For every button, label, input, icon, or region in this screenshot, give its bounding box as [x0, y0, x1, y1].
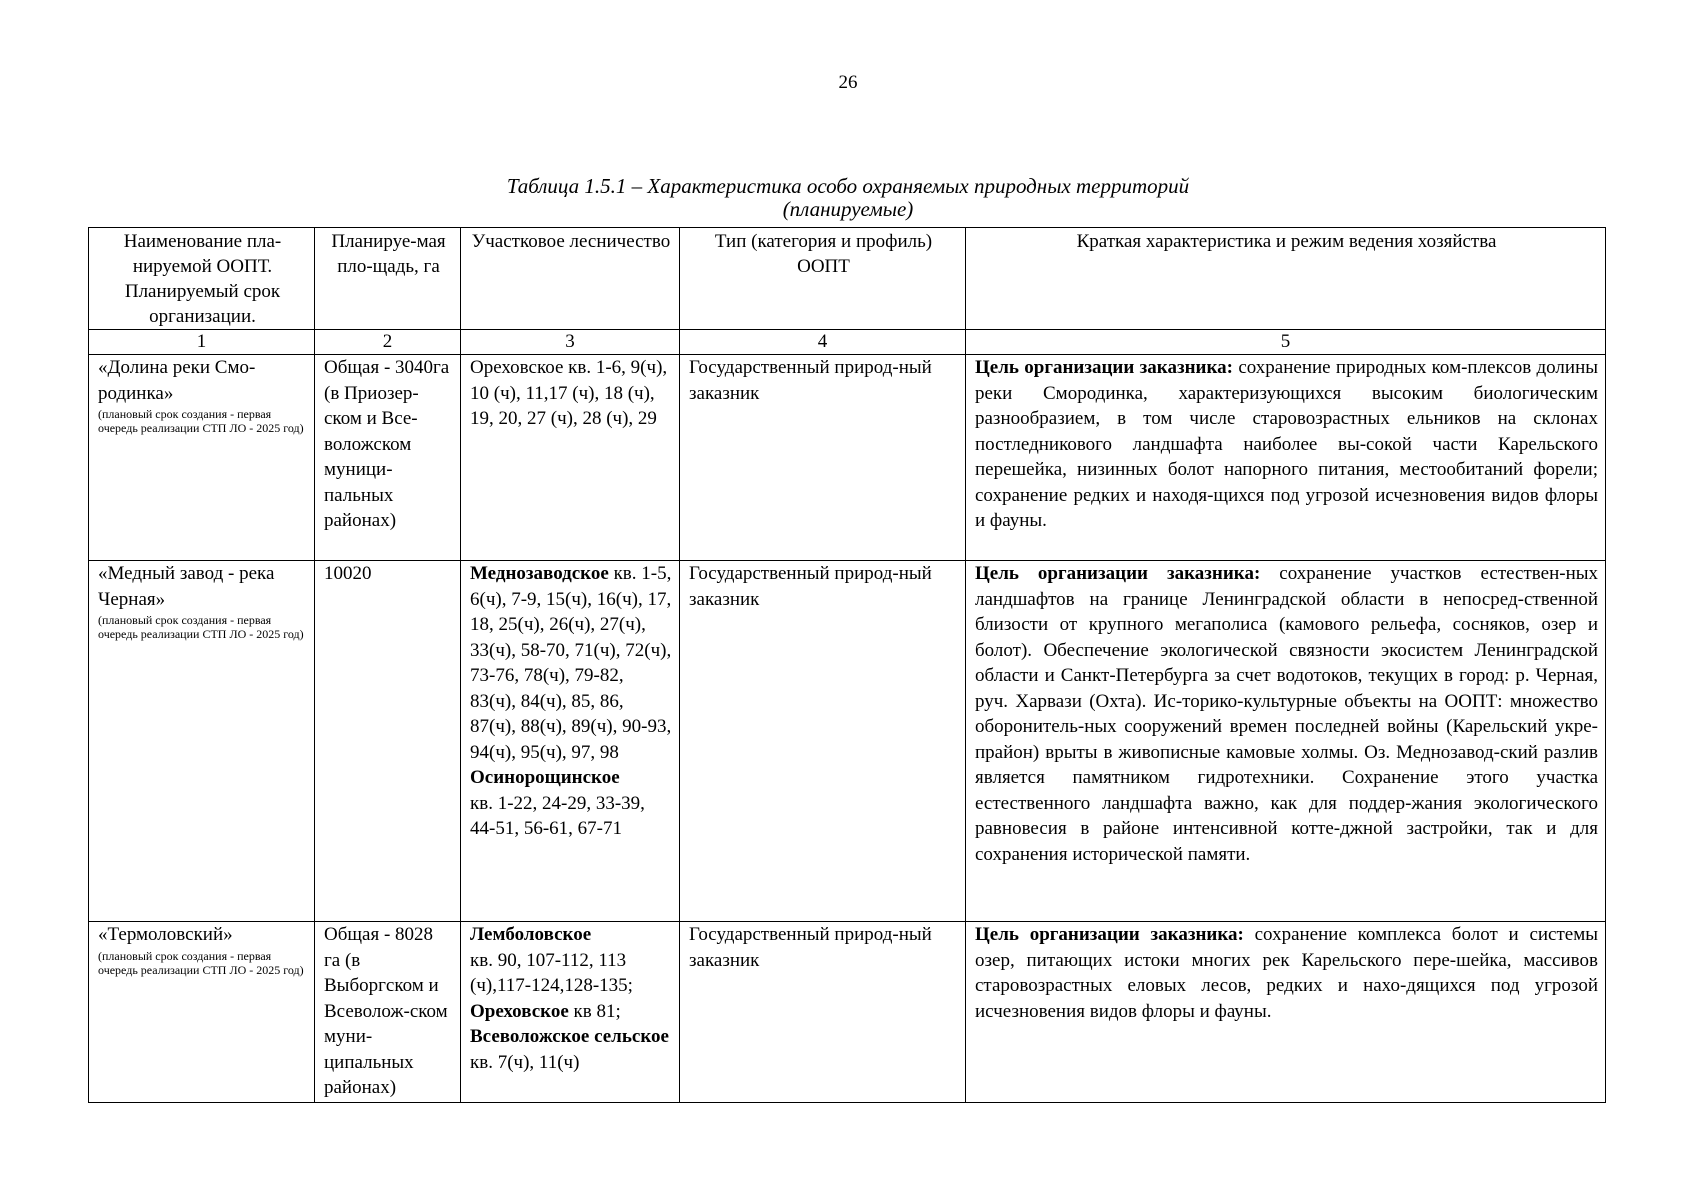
column-number: 3	[461, 330, 680, 355]
table-row	[89, 355, 1606, 561]
header-description: Краткая характеристика и режим ведения хозяйства	[966, 228, 1606, 330]
column-number: 5	[966, 330, 1606, 355]
header-area: Планируе-мая пло-щадь, га	[315, 228, 461, 330]
oopt-name-cell	[89, 922, 315, 1103]
forestry-text: кв 81;	[573, 1000, 621, 1022]
table-caption-title: Таблица 1.5.1 – Характеристика особо охраняемых природных территорий	[506, 174, 1190, 198]
oopt-name: «Медный завод - река Черная»	[98, 563, 275, 610]
column-number: 4	[680, 330, 966, 355]
oopt-type: Государственный природ-ный заказник	[680, 561, 966, 922]
oopt-name-cell	[89, 561, 315, 922]
table-caption	[0, 175, 1696, 221]
oopt-description: сохранение природных ком-плексов долины реки Смородинка, характеризующихся высоким биологическим разнообразием, в том числе старовозрастных ельников на склонах постледникового ландшафта наиболее вы-сокой части Карельского перешейка, низинных болот напорного питания, местообитаний форели; сохранение редких и находя-щихся под угрозой исчезновения видов флоры и фауны.	[975, 357, 1599, 531]
table-caption-subtitle: (планируемые)	[782, 197, 914, 221]
oopt-description: сохранение участков естествен-ных ландшафтов на границе Ленинградской области в непосред-ственной близости от крупного мегаполиса (камового рельефа, сосняков, озер и болот). Обеспечение экологической связности экосистем Ленинградской области и Санкт-Петербурга за счет водотоков, текущих в город: р. Черная, руч. Харвази (Охта). Ис-торико-культурные объекты на ООПТ: множество оборонитель-ных сооружений времен последней войны (Карельский укре-прайон) врыты в живописные камовые холмы. Оз. Меднозавод-ский разлив является памятником гидротехники. Сохранение этого участка естественного ландшафта важно, как для поддер-жания экологического равновесия в районе интенсивной котте-джной застройки, так и для сохранения исторической памяти.	[975, 563, 1599, 865]
oopt-area: Общая - 3040га (в Приозер-ском и Все-воложском муници-пальных районах)	[315, 355, 461, 561]
table-header-row	[89, 228, 1606, 330]
forestry-text: кв. 90, 107-112, 113 (ч),117-124,128-135;	[470, 949, 633, 996]
oopt-name: «Термоловский»	[98, 924, 233, 945]
header-name: Наименование пла-нируемой ООПТ. Планируемый срок организации.	[89, 228, 315, 330]
goal-label: Цель организации заказника:	[975, 924, 1244, 945]
oopt-name-cell	[89, 355, 315, 561]
forestry-name: Ореховское	[470, 1000, 569, 1022]
header-type: Тип (категория и профиль) ООПТ	[680, 228, 966, 330]
header-forestry: Участковое лесничество	[461, 228, 680, 330]
forestry-name: Меднозаводское	[470, 563, 609, 584]
oopt-name-note: (плановый срок создания - первая очередь реализации СТП ЛО - 2025 год)	[98, 948, 304, 977]
forestry-text: Ореховское кв. 1-6, 9(ч), 10 (ч), 11,17 (ч), 18 (ч), 19, 20, 27 (ч), 28 (ч), 29	[470, 357, 668, 429]
forestry-name: Всеволожское сельское	[470, 1026, 669, 1047]
oopt-area: 10020	[315, 561, 461, 922]
oopt-forestry-cell	[461, 922, 680, 1103]
oopt-description-cell	[966, 922, 1606, 1103]
oopt-description-cell	[966, 561, 1606, 922]
column-number: 2	[315, 330, 461, 355]
page-number: 26	[838, 72, 858, 93]
oopt-description: сохранение комплекса болот и системы озер, питающих истоки многих рек Карельского пере-шейка, массивов старовозрастных еловых лесов, редких и нахо-дящихся под угрозой исчезновения видов флоры и фауны.	[975, 924, 1599, 1022]
column-number: 1	[89, 330, 315, 355]
column-numbers-row	[89, 330, 1606, 355]
oopt-type: Государственный природ-ный заказник	[680, 922, 966, 1103]
oopt-name-note: (плановый срок создания - первая очередь реализации СТП ЛО - 2025 год)	[98, 613, 304, 641]
oopt-type: Государственный природ-ный заказник	[680, 355, 966, 561]
oopt-forestry-cell	[461, 355, 680, 561]
forestry-name: Лемболовское	[470, 924, 592, 945]
goal-label: Цель организации заказника:	[975, 563, 1261, 584]
oopt-name: «Долина реки Смо-родинка»	[98, 357, 256, 404]
table-row	[89, 922, 1606, 1103]
forestry-text: кв. 1-5, 6(ч), 7-9, 15(ч), 16(ч), 17, 18, 25(ч), 26(ч), 27(ч), 33(ч), 58-70, 71(ч), 72(ч), 73-76, 78(ч), 79-82, 83(ч), 84(ч), 85, 86, 87(ч), 88(ч), 89(ч), 90-93, 94(ч), 95(ч), 97, 98	[470, 563, 672, 763]
oopt-description-cell	[966, 355, 1606, 561]
forestry-name: Осинорощинское	[470, 767, 620, 788]
forestry-text: кв. 1-22, 24-29, 33-39, 44-51, 56-61, 67-71	[470, 792, 645, 839]
oopt-forestry-cell	[461, 561, 680, 922]
goal-label: Цель организации заказника:	[975, 357, 1233, 378]
oopt-area: Общая - 8028 га (в Выборгском и Всеволож-ском муни-ципальных районах)	[315, 922, 461, 1103]
oopt-table	[88, 227, 1606, 1103]
table-row	[89, 561, 1606, 922]
oopt-name-note: (плановый срок создания - первая очередь реализации СТП ЛО - 2025 год)	[98, 407, 304, 435]
forestry-text: кв. 7(ч), 11(ч)	[470, 1051, 580, 1073]
